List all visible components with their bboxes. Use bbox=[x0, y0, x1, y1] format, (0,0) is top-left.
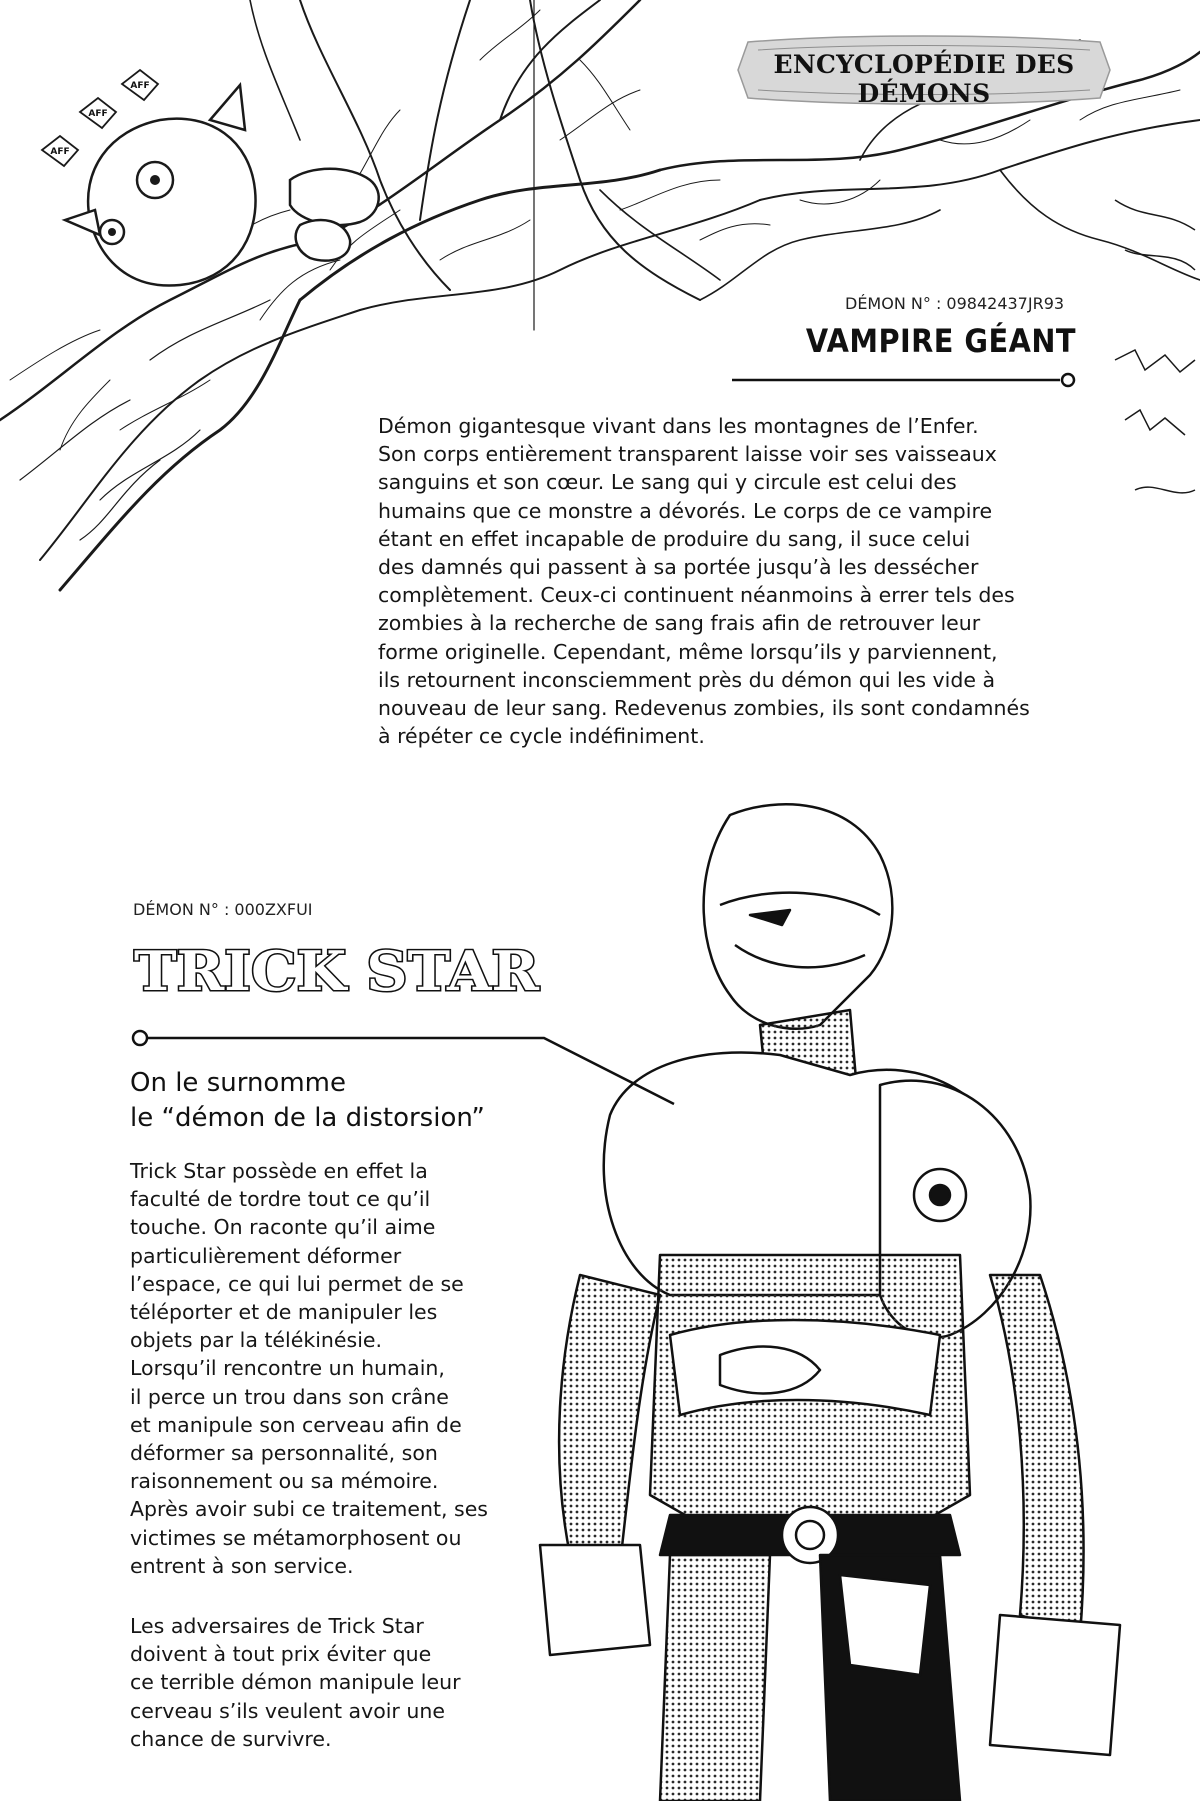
encyclopedia-title: ENCYCLOPÉDIE DES DÉMONS bbox=[773, 50, 1075, 108]
edge-scribbles bbox=[1105, 190, 1200, 540]
callout-line bbox=[730, 370, 1080, 390]
demon-name-heading bbox=[130, 930, 550, 1006]
demon-name-text: TRICK STAR bbox=[134, 939, 541, 1003]
demon-id-label: DÉMON N° : 000ZXFUI bbox=[133, 900, 313, 919]
demon-warning: Les adversaires de Trick Star doivent à tout prix éviter que ce terrible démon manipule leur cerveau s’ils veulent avoir une chance de survivre. bbox=[130, 1614, 461, 1751]
trickstar-illustration bbox=[520, 795, 1200, 1801]
sfx-text: AFF bbox=[50, 147, 70, 157]
demon-id-label: DÉMON N° : 09842437JR93 bbox=[845, 294, 1065, 313]
sfx-text: AFF bbox=[130, 81, 150, 91]
demon-description: Démon gigantesque vivant dans les montagnes de l’Enfer. Son corps entièrement transparent laisse voir ses vaisseaux sanguins et son cœur. Le sang qui y circule est celui des humains que ce monstre a dévorés. Le corps de ce vampire étant en effet incapable de produire du sang, il suce celui des damnés qui passent à sa portée jusqu’à les dessécher complètement. Ceux-ci continuent néanmoins à errer tels des zombies à la recherche de sang frais afin de retrouver leur forme originelle. Cependant, même lorsqu’ils y parviennent, ils retournent inconsciemment près du démon qui les vide à nouveau de leur sang. Redevenus zombies, ils sont condamnés à répéter ce cycle indéfiniment. bbox=[378, 414, 1030, 749]
sfx-text: AFF bbox=[88, 109, 108, 119]
demon-subtitle: On le surnomme le “démon de la distorsion” bbox=[130, 1068, 485, 1133]
demon-name-heading: VAMPIRE GÉANT bbox=[805, 322, 1076, 360]
demon-description: Trick Star possède en effet la faculté de tordre tout ce qu’il touche. On raconte qu’il aime particulièrement déformer l’espace, ce qui lui permet de se téléporter et de manipuler les objets par la télékinésie. Lorsqu’il rencontre un humain, il perce un trou dans son crâne et manipule son cerveau afin de déformer sa personnalité, son raisonnement ou sa mémoire. Après avoir subi ce traitement, ses victimes se métamorphosent ou entrent à son service. bbox=[130, 1159, 488, 1578]
